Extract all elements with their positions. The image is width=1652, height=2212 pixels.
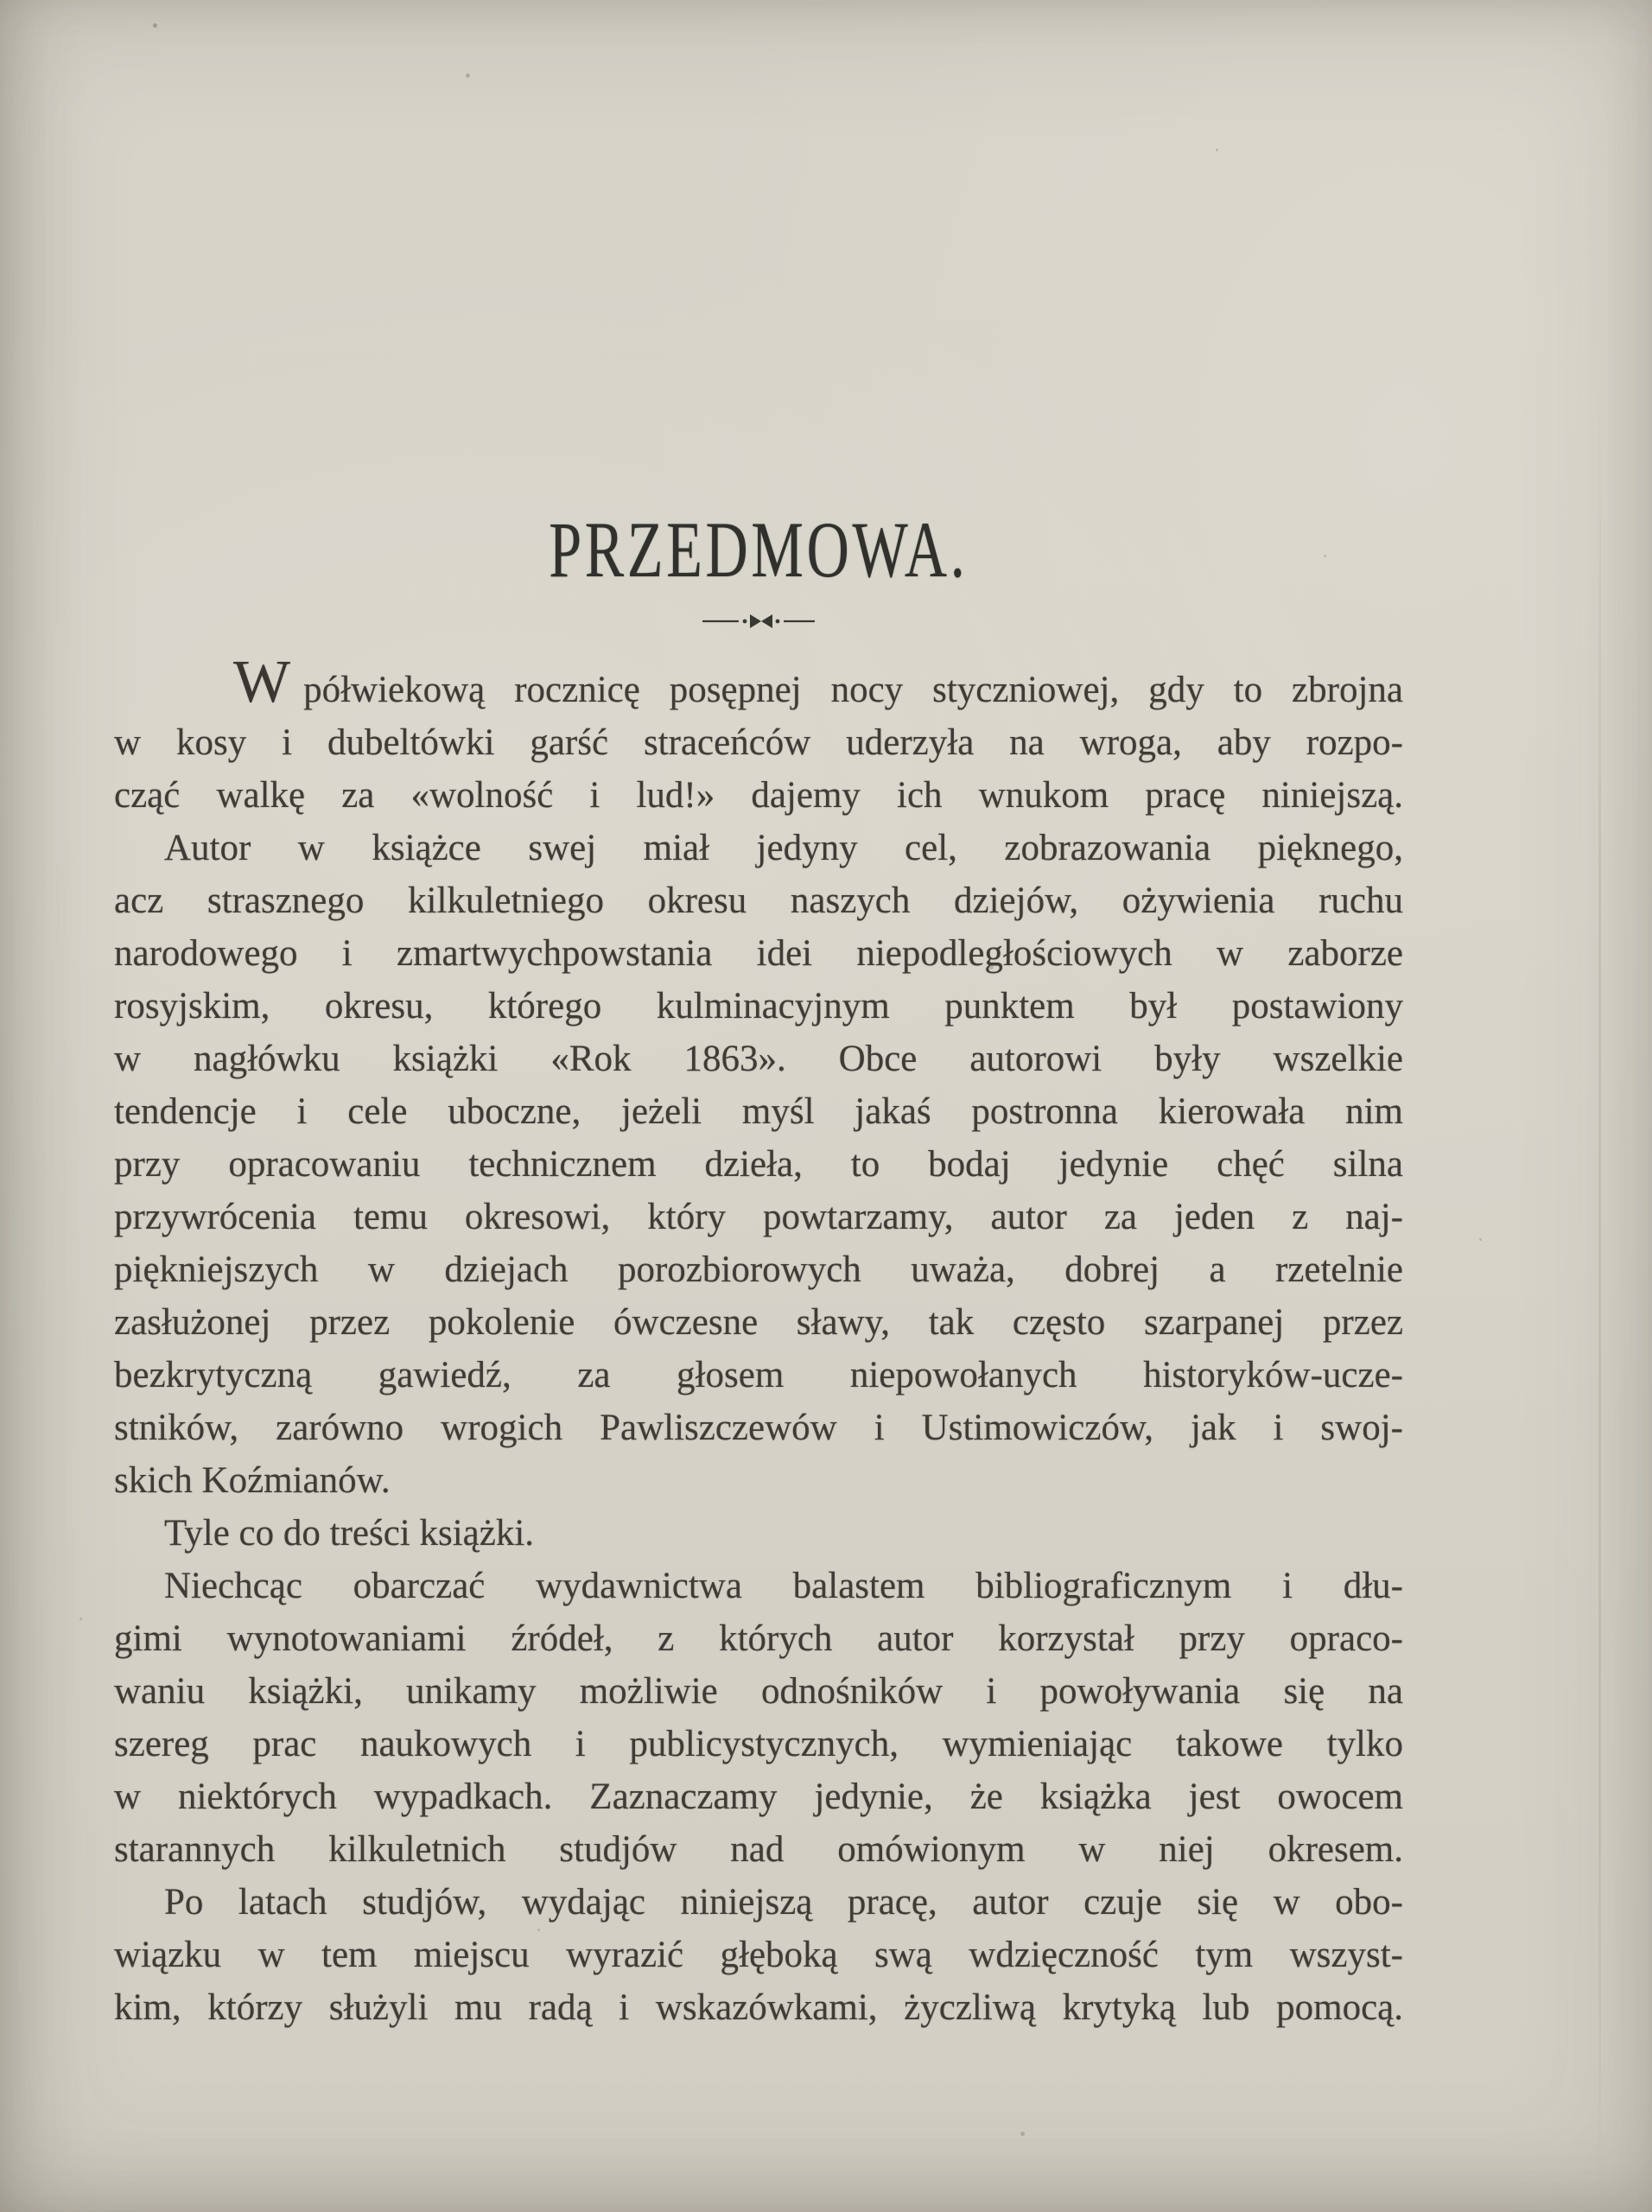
text-line: wiązku w tem miejscu wyrazić głęboką swą wdzięczność tym wszyst- [114,1935,1403,1975]
chapter-heading-wrap [114,505,1403,594]
text-line: kim, którzy służyli mu radą i wskazówkami, życzliwą krytyką lub pomocą. [114,1987,1403,2028]
text-line: przy opracowaniu technicznem dzieła, to bodaj jedynie chęć silna [114,1144,1403,1185]
text-line: stników, zarówno wrogich Pawliszczewów i Ustimowiczów, jak i swoj- [114,1408,1403,1448]
text-line: waniu książki, unikamy możliwie odnośników i powoływania się na [114,1671,1403,1712]
text-line: skich Koźmianów. [114,1460,391,1501]
text-line: szereg prac naukowych i publicystycznych, wymieniając takowe tylko [114,1724,1403,1764]
chapter-heading: PRZEDMOWA. [549,505,969,594]
text-line: acz strasznego kilkuletniego okresu naszych dziejów, ożywienia ruchu [114,880,1403,921]
text-line: piękniejszych w dziejach porozbiorowych uważa, dobrej a rzetelnie [114,1249,1403,1290]
text-line: cząć walkę za «wolność i lud!» dajemy ich wnukom pracę niniejszą. [114,775,1403,816]
body-text [114,649,1403,2034]
drop-cap-initial: W [233,649,292,715]
text-line: zasłużonej przez pokolenie ówczesne sławy, tak często szarpanej przez [114,1302,1403,1343]
text-line: bezkrytyczną gawiedź, za głosem niepowołanych historyków-ucze- [114,1355,1403,1395]
text-line: w nagłówku książki «Rok 1863». Obce autorowi były wszelkie [114,1039,1403,1079]
text-line: Autor w książce swej miał jedyny cel, zobrazowania pięknego, [164,828,1403,868]
text-line: w niektórych wypadkach. Zaznaczamy jedynie, że książka jest owocem [114,1777,1403,1817]
text-line: starannych kilkuletnich studjów nad omówionym w niej okresem. [114,1829,1403,1870]
text-line: Wpółwiekową rocznicę posępnej nocy styczniowej, gdy to zbrojna [233,649,1403,715]
text-line: narodowego i zmartwychpowstania idei niepodległościowych w zaborze [114,933,1403,974]
text-line: Po latach studjów, wydając niniejszą pracę, autor czuje się w obo- [164,1882,1403,1923]
paper-crease [1598,363,1601,2212]
text-line: tendencje i cele uboczne, jeżeli myśl jakaś postronna kierowała nim [114,1091,1403,1132]
text-line: Tyle co do treści książki. [164,1513,535,1554]
paper-specks [0,0,3,3]
text-line: przywrócenia temu okresowi, który powtarzamy, autor za jeden z naj- [114,1197,1403,1237]
text-line: rosyjskim, okresu, którego kulminacyjnym punktem był postawiony [114,986,1403,1027]
bowtie-divider-icon [699,610,818,632]
text-line: w kosy i dubeltówki garść straceńców uderzyła na wroga, aby rozpo- [114,722,1403,763]
section-divider [114,610,1403,637]
text-line: Niechcąc obarczać wydawnictwa balastem bibliograficznym i dłu- [164,1566,1403,1606]
text-line: gimi wynotowaniami źródeł, z których autor korzystał przy opraco- [114,1618,1403,1659]
